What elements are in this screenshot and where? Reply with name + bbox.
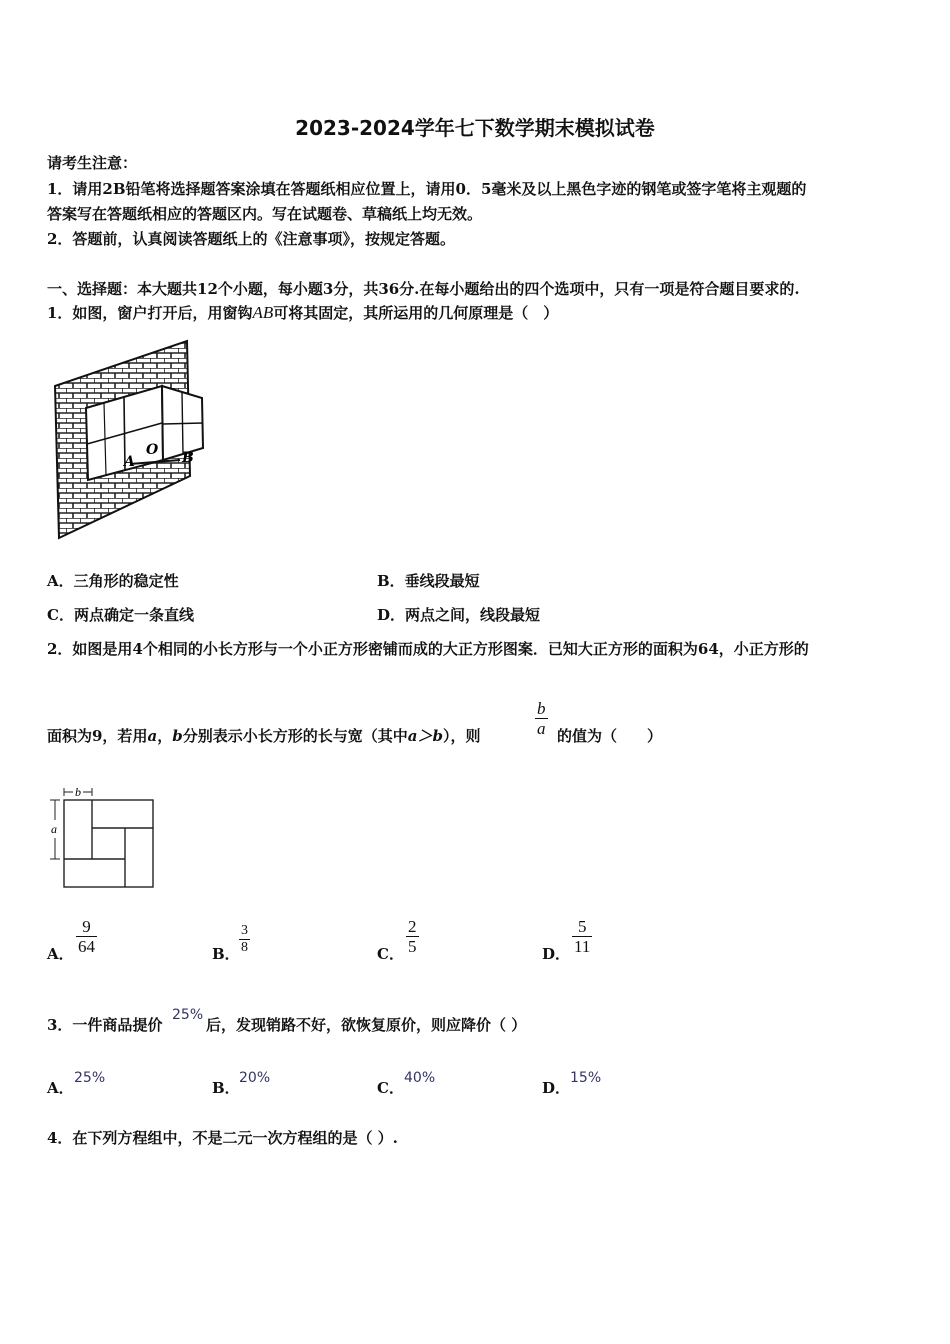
q2-var-a: a [147, 727, 158, 745]
notice-line-2: 2．答题前，认真阅读答题纸上的《注意事项》，按规定答题。 [47, 230, 455, 248]
figure-label-a: A [124, 454, 135, 470]
question-4-stem: 4．在下列方程组中，不是二元一次方程组的是（ ）. [47, 1129, 398, 1147]
q2-option-d-num: 5 [572, 917, 592, 937]
page-title: 2023-2024学年七下数学期末模拟试卷 [295, 116, 655, 140]
q2-stem-part-b: 分别表示小长方形的长与宽（其中 [182, 727, 408, 745]
q3-option-c-value[interactable]: 40% [404, 1070, 436, 1086]
q2-stem-part-c: ），则 [442, 727, 481, 745]
q3-option-a-label[interactable]: A． [47, 1079, 74, 1097]
question-2-stem-line-1: 2．如图是用4个相同的小长方形与一个小正方形密铺而成的大正方形图案．已知大正方形的面积为64，小正方形的 [47, 640, 809, 658]
q3-option-d-value[interactable]: 15% [570, 1070, 602, 1086]
q2-option-a-num: 9 [76, 917, 97, 937]
q2-frac-num: b [537, 699, 546, 718]
q2-var-b: b [172, 727, 183, 745]
q2-option-d-den: 11 [574, 937, 591, 956]
q2-option-a-label[interactable]: A． [47, 945, 74, 963]
q3-option-a-value[interactable]: 25% [74, 1070, 106, 1086]
q2-option-c-label[interactable]: C． [377, 945, 404, 963]
q2-comma: ， [157, 727, 173, 745]
q3-option-b-label[interactable]: B． [212, 1079, 240, 1097]
q2-fraction-b-over-a [535, 699, 548, 738]
q2-condition: a＞b [407, 727, 443, 745]
window-figure [52, 338, 212, 540]
section-heading: 一、选择题：本大题共12个小题，每小题3分，共36分.在每小题给出的四个选项中，只有一项是符合题目要求的. [47, 280, 800, 298]
figure-label-o: O [146, 442, 159, 458]
q2-option-b-num: 3 [241, 923, 248, 938]
question-3-percent: 25% [172, 1007, 204, 1023]
question-3-stem-part-b: 后，发现销路不好，欲恢复原价，则应降价（ ） [206, 1016, 527, 1034]
figure-label-b: b [75, 785, 81, 799]
question-1-stem-part-b: 可将其固定，其所运用的几何原理是（ ） [273, 304, 559, 322]
q2-option-a-den: 64 [78, 937, 95, 956]
notice-line-1: 1．请用2B铅笔将选择题答案涂填在答题纸相应位置上，请用0．5毫米及以上黑色字迹的钢笔或签字笔将主观题的 [47, 180, 807, 198]
q1-option-b[interactable]: B．垂线段最短 [377, 572, 480, 590]
q2-option-b-den: 8 [241, 940, 248, 955]
q2-option-b-label[interactable]: B． [212, 945, 240, 963]
q3-option-b-value[interactable]: 20% [239, 1070, 271, 1086]
figure-label-a: a [51, 822, 57, 836]
q2-option-d-fraction[interactable] [572, 917, 592, 956]
q2-option-c-den: 5 [408, 937, 417, 956]
q3-option-d-label[interactable]: D． [542, 1079, 571, 1097]
q2-frac-den: a [537, 719, 546, 738]
q1-option-d[interactable]: D．两点之间，线段最短 [377, 606, 541, 624]
q2-option-c-fraction[interactable] [406, 917, 419, 956]
square-tiling-figure [46, 784, 158, 890]
q2-option-c-num: 2 [408, 917, 417, 936]
question-1-stem [47, 302, 558, 323]
question-1-var-ab: AB [252, 303, 274, 322]
q2-option-a-fraction[interactable] [76, 917, 97, 956]
question-2-stem-line-2 [47, 725, 480, 746]
notice-heading: 请考生注意： [47, 154, 138, 172]
figure-label-b: B [182, 450, 194, 466]
question-3-stem-part-a: 3．一件商品提价 [47, 1016, 163, 1034]
q2-option-b-fraction[interactable] [239, 923, 250, 956]
question-1-stem-part-a: 1．如图，窗户打开后，用窗钩 [47, 304, 253, 322]
q3-option-c-label[interactable]: C． [377, 1079, 404, 1097]
q1-option-a[interactable]: A．三角形的稳定性 [47, 572, 179, 590]
q2-stem-part-a: 面积为9，若用 [47, 727, 148, 745]
notice-line-1b: 答案写在答题纸相应的答题区内。写在试题卷、草稿纸上均无效。 [47, 205, 483, 223]
q2-stem-part-d: 的值为（ ） [557, 727, 663, 745]
q2-option-d-label[interactable]: D． [542, 945, 571, 963]
q1-option-c[interactable]: C．两点确定一条直线 [47, 606, 194, 624]
